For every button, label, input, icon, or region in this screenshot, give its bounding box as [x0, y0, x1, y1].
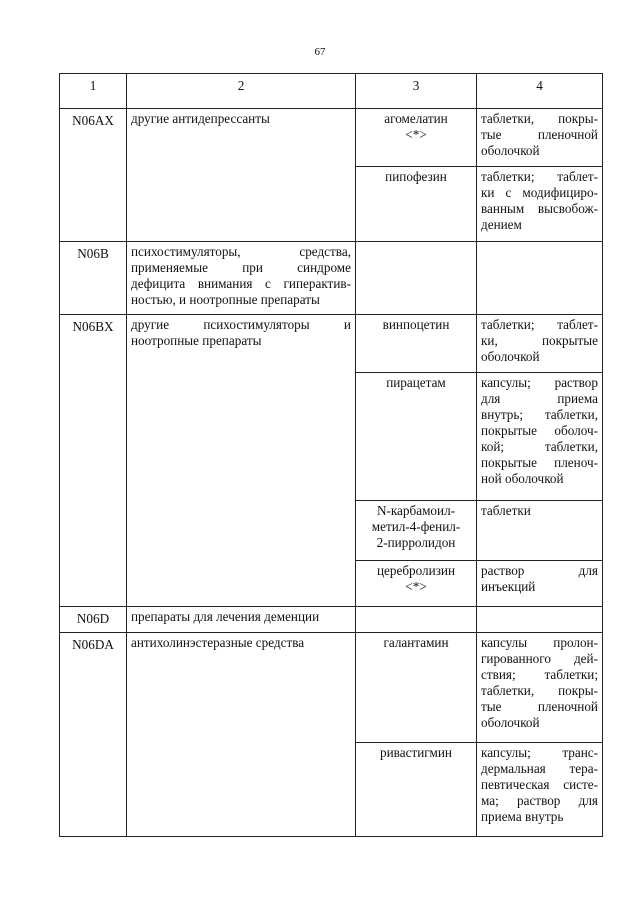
table-row — [60, 607, 603, 633]
group-name: антихолинэстеразные средства — [127, 633, 356, 837]
table-row — [60, 633, 603, 743]
drug-name: агомелатин <*> — [356, 109, 477, 167]
table-row — [60, 109, 603, 167]
drug-name: церебролизин <*> — [356, 561, 477, 607]
column-header: 2 — [127, 74, 356, 109]
drug-table — [59, 73, 603, 837]
drug-name: пипофезин — [356, 167, 477, 242]
dosage-form: раствор для инъекций — [477, 561, 603, 607]
column-header: 4 — [477, 74, 603, 109]
dosage-form — [477, 242, 603, 315]
drug-name: N-карбамоил- метил-4-фенил- 2-пирролидон — [356, 501, 477, 561]
table-row — [60, 242, 603, 315]
drug-name: галантамин — [356, 633, 477, 743]
group-name: психостимуляторы, средства, применяемые при синдроме дефицита внимания с гиперактив- ностью, и ноотропные препараты — [127, 242, 356, 315]
dosage-form: таблетки; таблет- ки с модифициро- ванным высвобож- дением — [477, 167, 603, 242]
dosage-form: капсулы пролон- гированного дей- ствия; таблетки; таблетки, покры- тые пленочной оболочкой — [477, 633, 603, 743]
column-header: 1 — [60, 74, 127, 109]
group-name: другие психостимуляторы и ноотропные препараты — [127, 315, 356, 607]
dosage-form: таблетки; таблет- ки, покрытые оболочкой — [477, 315, 603, 373]
drug-name: винпоцетин — [356, 315, 477, 373]
group-name: другие антидепрессанты — [127, 109, 356, 242]
atc-code: N06D — [60, 607, 127, 633]
drug-name: пирацетам — [356, 373, 477, 501]
table-row — [60, 315, 603, 373]
dosage-form: капсулы; транс- дермальная тера- певтическая систе- ма; раствор для приема внутрь — [477, 743, 603, 837]
atc-code: N06BX — [60, 315, 127, 607]
atc-code: N06B — [60, 242, 127, 315]
atc-code: N06DA — [60, 633, 127, 837]
drug-name: ривастигмин — [356, 743, 477, 837]
dosage-form: таблетки, покры- тые пленочной оболочкой — [477, 109, 603, 167]
drug-name — [356, 607, 477, 633]
drug-name — [356, 242, 477, 315]
dosage-form: капсулы; раствор для приема внутрь; таблетки, покрытые оболоч- кой; таблетки, покрытые пленоч- ной оболочкой — [477, 373, 603, 501]
column-header: 3 — [356, 74, 477, 109]
group-name: препараты для лечения деменции — [127, 607, 356, 633]
atc-code: N06AX — [60, 109, 127, 242]
dosage-form: таблетки — [477, 501, 603, 561]
dosage-form — [477, 607, 603, 633]
page-number: 67 — [314, 46, 326, 58]
table-header-row — [60, 74, 603, 109]
